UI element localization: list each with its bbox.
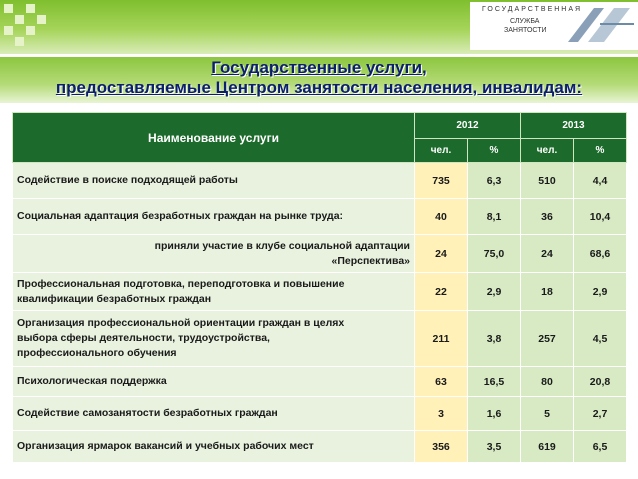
value-cell: 63	[415, 367, 468, 397]
service-name-line: Организация профессиональной ориентации граждан в целях	[17, 317, 345, 329]
value-cell: 5	[521, 397, 574, 431]
title-line2: предоставляемые Центром занятости населения, инвалидам:	[55, 78, 583, 97]
service-name: Социальная адаптация безработных граждан на рынке труда:	[13, 199, 415, 235]
value-cell: 24	[415, 235, 468, 273]
value-cell: 735	[415, 163, 468, 199]
value-cell: 16,5	[468, 367, 521, 397]
value-cell: 80	[521, 367, 574, 397]
logo	[470, 2, 638, 50]
logo-line3: ЗАНЯТОСТИ	[504, 27, 547, 34]
header-unit: %	[574, 139, 627, 163]
value-cell: 1,6	[468, 397, 521, 431]
table-row	[13, 199, 627, 235]
service-name: Организация ярмарок вакансий и учебных рабочих мест	[13, 431, 415, 463]
header-year-2012: 2012	[415, 113, 521, 139]
service-name-line: выбора сферы деятельности, трудоустройства,	[17, 332, 270, 344]
value-cell: 6,5	[574, 431, 627, 463]
header-year-2013: 2013	[521, 113, 627, 139]
decorative-squares	[0, 0, 60, 54]
table-row	[13, 163, 627, 199]
value-cell: 2,9	[574, 273, 627, 311]
value-cell: 10,4	[574, 199, 627, 235]
value-cell: 3	[415, 397, 468, 431]
value-cell: 20,8	[574, 367, 627, 397]
table-row	[13, 311, 627, 367]
service-name-line: «Перспектива»	[331, 254, 410, 267]
header-name: Наименование услуги	[13, 113, 415, 163]
value-cell: 8,1	[468, 199, 521, 235]
header-unit: %	[468, 139, 521, 163]
service-name	[13, 235, 415, 273]
value-cell: 18	[521, 273, 574, 311]
title-line1: Государственные услуги,	[211, 58, 427, 77]
service-name-line: профессионального обучения	[17, 347, 177, 359]
table-row	[13, 431, 627, 463]
table-row	[13, 367, 627, 397]
table-row	[13, 273, 627, 311]
header-unit: чел.	[521, 139, 574, 163]
service-name	[13, 273, 415, 311]
value-cell: 619	[521, 431, 574, 463]
service-name-line: Профессиональная подготовка, переподготовка и повышение	[17, 277, 345, 290]
service-name: Психологическая поддержка	[13, 367, 415, 397]
service-name-line: квалификации безработных граждан	[17, 292, 212, 305]
value-cell: 24	[521, 235, 574, 273]
value-cell: 40	[415, 199, 468, 235]
service-name: Содействие самозанятости безработных граждан	[13, 397, 415, 431]
value-cell: 211	[415, 311, 468, 367]
value-cell: 4,4	[574, 163, 627, 199]
services-table	[12, 112, 627, 463]
header-row-years	[13, 113, 627, 139]
value-cell: 510	[521, 163, 574, 199]
value-cell: 2,9	[468, 273, 521, 311]
value-cell: 257	[521, 311, 574, 367]
value-cell: 75,0	[468, 235, 521, 273]
logo-mark-icon	[564, 4, 636, 46]
value-cell: 2,7	[574, 397, 627, 431]
value-cell: 4,5	[574, 311, 627, 367]
value-cell: 22	[415, 273, 468, 311]
table-row	[13, 397, 627, 431]
header-band	[0, 0, 638, 54]
logo-line1: ГОСУДАРСТВЕННАЯ	[482, 6, 583, 13]
table-row	[13, 235, 627, 273]
service-name	[13, 311, 415, 367]
header-unit: чел.	[415, 139, 468, 163]
value-cell: 356	[415, 431, 468, 463]
logo-line2: СЛУЖБА	[510, 18, 540, 25]
service-name-line: приняли участие в клубе социальной адаптации	[154, 239, 410, 252]
page-title	[0, 58, 638, 98]
service-name: Содействие в поиске подходящей работы	[13, 163, 415, 199]
value-cell: 36	[521, 199, 574, 235]
value-cell: 3,5	[468, 431, 521, 463]
value-cell: 3,8	[468, 311, 521, 367]
value-cell: 68,6	[574, 235, 627, 273]
value-cell: 6,3	[468, 163, 521, 199]
